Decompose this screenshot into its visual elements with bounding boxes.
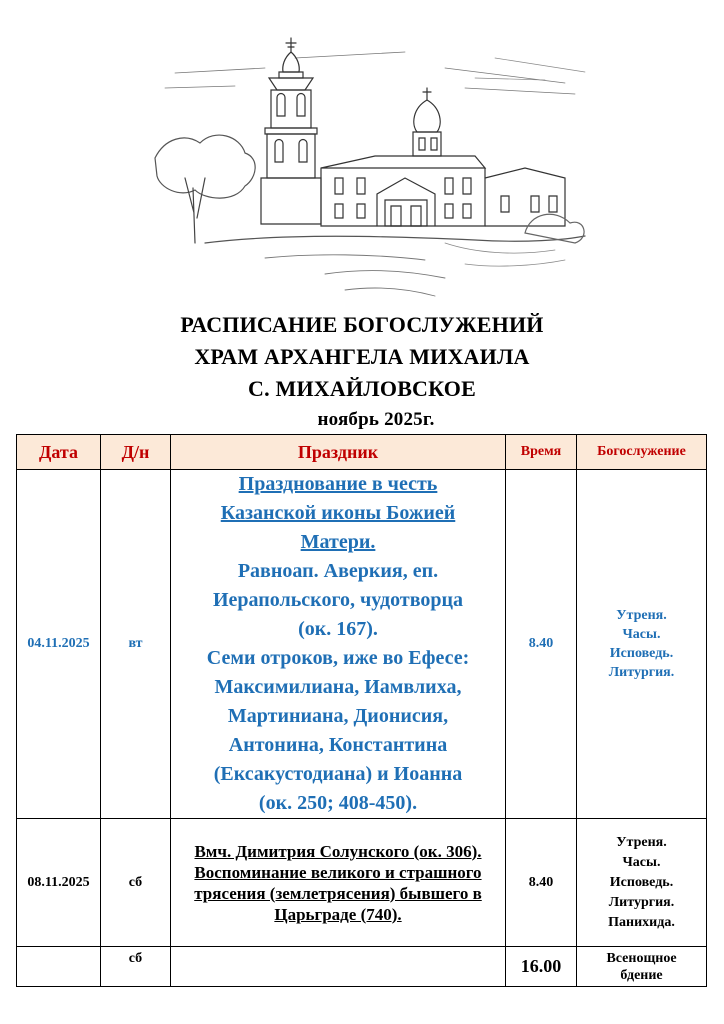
feast-text-line: Равноап. Аверкия, еп. (237, 560, 439, 582)
feast-text-line: Антонина, Константина (228, 734, 448, 756)
service-line: Утреня. (616, 608, 667, 623)
row-date: 04.11.2025 (17, 470, 101, 819)
row-feast (171, 470, 506, 819)
row-time: 8.40 (506, 819, 577, 947)
table-row (17, 819, 707, 947)
row-date (17, 947, 101, 987)
row-date: 08.11.2025 (17, 819, 101, 947)
feast-text-line: Максимилиана, Иамвлиха, (214, 676, 462, 698)
row-feast (171, 819, 506, 947)
row-service (577, 947, 707, 987)
service-line: Часы. (622, 627, 661, 642)
row-feast (171, 947, 506, 987)
column-header-time: Время (506, 435, 577, 470)
title-line-1: РАСПИСАНИЕ БОГОСЛУЖЕНИЙ (180, 312, 544, 337)
service-line: Панихида. (608, 914, 675, 930)
feast-link-line[interactable]: Матери. (300, 531, 376, 553)
service-line: Исповедь. (609, 646, 674, 661)
row-time: 8.40 (506, 470, 577, 819)
column-header-day-of-week: Д/н (101, 435, 171, 470)
row-service (577, 470, 707, 819)
service-line: Исповедь. (609, 874, 674, 890)
service-line: Утреня. (616, 834, 667, 850)
feast-text-line: (ок. 167). (298, 618, 378, 640)
column-header-service: Богослужение (577, 435, 707, 470)
table-row (17, 947, 707, 987)
feast-text-line: Мартиниана, Дионисия, (227, 705, 449, 727)
column-header-date: Дата (17, 435, 101, 470)
column-header-feast: Праздник (171, 435, 506, 470)
feast-text-line: Семи отроков, иже во Ефесе: (206, 647, 470, 669)
feast-link-line[interactable]: Празднование в честь (238, 473, 438, 495)
feast-text-line: (ок. 250; 408-450). (258, 792, 418, 814)
row-day-of-week: сб (101, 947, 171, 987)
row-time: 16.00 (506, 947, 577, 987)
title-line-3: С. МИХАЙЛОВСКОЕ (248, 376, 476, 401)
row-day-of-week: сб (101, 819, 171, 947)
service-line: Литургия. (608, 665, 675, 680)
row-day-of-week: вт (101, 470, 171, 819)
schedule-table (16, 434, 707, 987)
service-line: Часы. (622, 854, 661, 870)
service-line: Литургия. (608, 894, 675, 910)
church-illustration (145, 28, 590, 300)
service-line: бдение (620, 967, 663, 983)
feast-text-line: Иерапольского, чудотворца (212, 589, 464, 611)
feast-link-line[interactable]: Казанской иконы Божией (220, 502, 456, 524)
feast-text-line: (Ексакустодиана) и Иоанна (213, 763, 463, 785)
title-line-2: ХРАМ АРХАНГЕЛА МИХАИЛА (194, 344, 530, 369)
feast-text: Вмч. Димитрия Солунского (ок. 306). Воспоминание великого и страшного трясения (землетрясения) бывшего в Царьграде (740). (194, 841, 482, 924)
table-header-row (17, 435, 707, 470)
table-row (17, 470, 707, 819)
service-line: Всенощное (606, 950, 677, 966)
row-service (577, 819, 707, 947)
schedule-month: ноябрь 2025г. (317, 409, 435, 430)
